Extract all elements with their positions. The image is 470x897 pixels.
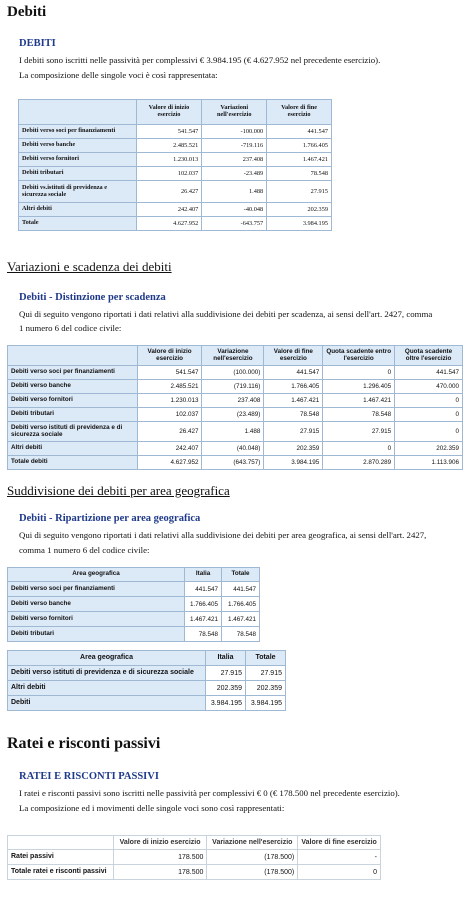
table-row <box>8 696 286 711</box>
header-cell: Totale <box>222 568 260 582</box>
row-label: Totale debiti <box>8 456 138 470</box>
paragraph-ratei-1: I ratei e risconti passivi sono iscritti nelle passività per complessivi € 0 (€ 178.500 nel precedente esercizio). <box>19 788 400 798</box>
table-row <box>8 627 260 642</box>
row-value: 78.548 <box>323 408 395 422</box>
row-value: 242.407 <box>137 442 202 456</box>
table-row <box>19 181 332 203</box>
paragraph-geografica-2: comma 1 numero 6 del codice civile: <box>19 545 150 555</box>
section-title-debiti: Debiti <box>7 4 47 20</box>
row-value: 1.467.421 <box>323 394 395 408</box>
row-value: 3.984.195 <box>267 217 332 231</box>
row-value: 102.037 <box>137 408 202 422</box>
row-value: 2.485.521 <box>136 139 202 153</box>
row-value: 1.488 <box>202 422 264 442</box>
row-value: 1.230.013 <box>137 394 202 408</box>
header-cell: Italia <box>185 568 222 582</box>
row-label: Altri debiti <box>8 442 138 456</box>
header-cell: Valore di inizio esercizio <box>113 836 207 850</box>
row-value: 1.296.405 <box>323 380 395 394</box>
table-row <box>8 422 463 442</box>
subtitle-scadenza: Debiti - Distinzione per scadenza <box>19 292 166 303</box>
row-value: 0 <box>323 366 395 380</box>
table-header-row <box>8 836 381 850</box>
row-value: 27.915 <box>267 181 332 203</box>
header-cell-label <box>19 100 137 125</box>
row-value: (40.048) <box>202 442 264 456</box>
table-row <box>8 366 463 380</box>
row-value: 2.485.521 <box>137 380 202 394</box>
row-label: Totale <box>19 217 137 231</box>
row-value: 2.870.289 <box>323 456 395 470</box>
table-header-row <box>8 651 286 666</box>
subtitle-debiti: DEBITI <box>19 38 56 49</box>
row-value: 541.547 <box>136 125 202 139</box>
row-value: 441.547 <box>267 125 332 139</box>
row-value: 78.548 <box>267 167 332 181</box>
table-header-row <box>8 568 260 582</box>
row-value: 3.984.195 <box>264 456 323 470</box>
row-value: 3.984.195 <box>246 696 286 711</box>
table-row <box>19 139 332 153</box>
section-title-ratei: Ratei e risconti passivi <box>7 735 161 752</box>
row-value: 0 <box>395 394 463 408</box>
row-value: 27.915 <box>323 422 395 442</box>
header-cell-label <box>8 836 114 850</box>
row-value: 78.548 <box>264 408 323 422</box>
row-value: (100.000) <box>202 366 264 380</box>
row-value: 441.547 <box>264 366 323 380</box>
row-value: 1.488 <box>202 181 267 203</box>
row-value: (719.116) <box>202 380 264 394</box>
header-cell-label: Area geografica <box>8 651 206 666</box>
row-value: 1.467.421 <box>185 612 222 627</box>
row-value: 441.547 <box>395 366 463 380</box>
table-row <box>8 597 260 612</box>
row-value: 1.467.421 <box>222 612 260 627</box>
row-value: 3.984.195 <box>206 696 246 711</box>
table-row <box>8 380 463 394</box>
table-row <box>19 203 332 217</box>
table-header-row <box>8 346 463 366</box>
row-label: Debiti verso soci per finanziamenti <box>8 582 185 597</box>
subtitle-geografica: Debiti - Ripartizione per area geografica <box>19 513 201 524</box>
table-row <box>19 125 332 139</box>
header-cell: Variazione nell'esercizio <box>202 346 264 366</box>
header-cell: Valore di fine esercizio <box>264 346 323 366</box>
row-label: Debiti tributari <box>8 627 185 642</box>
row-value: 102.037 <box>136 167 202 181</box>
row-value: 178.500 <box>113 850 207 865</box>
row-value: 202.359 <box>395 442 463 456</box>
header-cell: Valore di fine esercizio <box>298 836 381 850</box>
geografica-table-b <box>7 650 286 711</box>
row-label: Debiti verso soci per finanziamenti <box>19 125 137 139</box>
table-row <box>8 666 286 681</box>
row-value: (178.500) <box>207 850 298 865</box>
row-label: Debiti verso fornitori <box>19 153 137 167</box>
header-cell: Totale <box>246 651 286 666</box>
row-value: 202.359 <box>267 203 332 217</box>
header-cell: Valore di inizio esercizio <box>136 100 202 125</box>
header-cell: Variazione nell'esercizio <box>207 836 298 850</box>
row-label: Totale ratei e risconti passivi <box>8 865 114 880</box>
row-label: Ratei passivi <box>8 850 114 865</box>
table-row <box>19 167 332 181</box>
row-value: 441.547 <box>222 582 260 597</box>
table-row <box>19 153 332 167</box>
row-label: Debiti vs.istituti di previdenza e sicurezza sociale <box>19 181 137 203</box>
table-row <box>19 217 332 231</box>
row-value: 1.230.013 <box>136 153 202 167</box>
row-value: 1.113.906 <box>395 456 463 470</box>
row-value: 27.915 <box>246 666 286 681</box>
paragraph-geografica-1: Qui di seguito vengono riportati i dati relativi alla suddivisione dei debiti per area geografica, ai sensi dell'art. 2427, <box>19 530 427 540</box>
row-value: 4.627.952 <box>136 217 202 231</box>
row-label: Debiti verso banche <box>8 597 185 612</box>
row-value: 1.467.421 <box>267 153 332 167</box>
subtitle-ratei: RATEI E RISCONTI PASSIVI <box>19 771 159 782</box>
row-value: 78.548 <box>185 627 222 642</box>
row-value: -719.116 <box>202 139 267 153</box>
row-label: Debiti verso banche <box>19 139 137 153</box>
row-value: 4.627.952 <box>137 456 202 470</box>
scadenza-table <box>7 345 463 470</box>
row-value: 0 <box>298 865 381 880</box>
table-row <box>8 681 286 696</box>
row-label: Altri debiti <box>8 681 206 696</box>
row-value: 1.766.405 <box>264 380 323 394</box>
row-value: 178.500 <box>113 865 207 880</box>
row-value: 202.359 <box>246 681 286 696</box>
table-row <box>8 850 381 865</box>
row-value: (178.500) <box>207 865 298 880</box>
row-value: 441.547 <box>185 582 222 597</box>
header-cell-label <box>8 346 138 366</box>
paragraph-scadenza-1: Qui di seguito vengono riportati i dati relativi alla suddivisione dei debiti per scadenza, ai sensi dell'art. 2427, comma <box>19 309 433 319</box>
row-value: 1.467.421 <box>264 394 323 408</box>
row-label: Altri debiti <box>19 203 137 217</box>
table-row <box>8 582 260 597</box>
row-value: 0 <box>323 442 395 456</box>
row-value: 1.766.405 <box>185 597 222 612</box>
table-header-row <box>19 100 332 125</box>
row-label: Debiti tributari <box>19 167 137 181</box>
row-label: Debiti tributari <box>8 408 138 422</box>
table-row <box>8 442 463 456</box>
row-value: 27.915 <box>206 666 246 681</box>
row-value: (643.757) <box>202 456 264 470</box>
row-value: 202.359 <box>264 442 323 456</box>
paragraph-ratei-2: La composizione ed i movimenti delle singole voci sono così rappresentati: <box>19 803 285 813</box>
row-label: Debiti verso fornitori <box>8 612 185 627</box>
row-label: Debiti verso banche <box>8 380 138 394</box>
row-value: 0 <box>395 422 463 442</box>
row-value: 26.427 <box>137 422 202 442</box>
ratei-table <box>7 835 381 880</box>
header-cell: Quota scadente oltre l'esercizio <box>395 346 463 366</box>
table-row <box>8 456 463 470</box>
row-value: - <box>298 850 381 865</box>
row-value: 1.766.405 <box>222 597 260 612</box>
row-value: 78.548 <box>222 627 260 642</box>
paragraph-debiti-1: I debiti sono iscritti nelle passività per complessivi € 3.984.195 (€ 4.627.952 nel precedente esercizio). <box>19 55 381 65</box>
header-cell: Variazioni nell'esercizio <box>202 100 267 125</box>
row-label: Debiti verso istituti di previdenza e di sicurezza sociale <box>8 422 138 442</box>
row-value: -23.489 <box>202 167 267 181</box>
row-value: 1.766.405 <box>267 139 332 153</box>
row-value: -643.757 <box>202 217 267 231</box>
header-cell: Valore di fine esercizio <box>267 100 332 125</box>
row-value: (23.489) <box>202 408 264 422</box>
header-cell-label: Area geografica <box>8 568 185 582</box>
header-cell: Quota scadente entro l'esercizio <box>323 346 395 366</box>
paragraph-debiti-2: La composizione delle singole voci è così rappresentata: <box>19 70 218 80</box>
row-value: 0 <box>395 408 463 422</box>
row-value: 541.547 <box>137 366 202 380</box>
table-row <box>8 865 381 880</box>
header-cell: Valore di inizio esercizio <box>137 346 202 366</box>
geografica-table-a <box>7 567 260 642</box>
section-title-geografica: Suddivisione dei debiti per area geografica <box>7 483 230 498</box>
debiti-table <box>18 99 332 231</box>
header-cell: Italia <box>206 651 246 666</box>
row-value: -40.048 <box>202 203 267 217</box>
row-value: 26.427 <box>136 181 202 203</box>
row-value: 27.915 <box>264 422 323 442</box>
row-label: Debiti <box>8 696 206 711</box>
row-value: 242.407 <box>136 203 202 217</box>
row-value: 202.359 <box>206 681 246 696</box>
table-row <box>8 408 463 422</box>
table-row <box>8 612 260 627</box>
row-value: 237.408 <box>202 153 267 167</box>
table-row <box>8 394 463 408</box>
row-label: Debiti verso soci per finanziamenti <box>8 366 138 380</box>
row-label: Debiti verso istituti di previdenza e di sicurezza sociale <box>8 666 206 681</box>
row-value: 470.000 <box>395 380 463 394</box>
paragraph-scadenza-2: 1 numero 6 del codice civile: <box>19 323 122 333</box>
section-title-scadenza: Variazioni e scadenza dei debiti <box>7 259 172 274</box>
row-value: -100.000 <box>202 125 267 139</box>
row-label: Debiti verso fornitori <box>8 394 138 408</box>
row-value: 237.408 <box>202 394 264 408</box>
